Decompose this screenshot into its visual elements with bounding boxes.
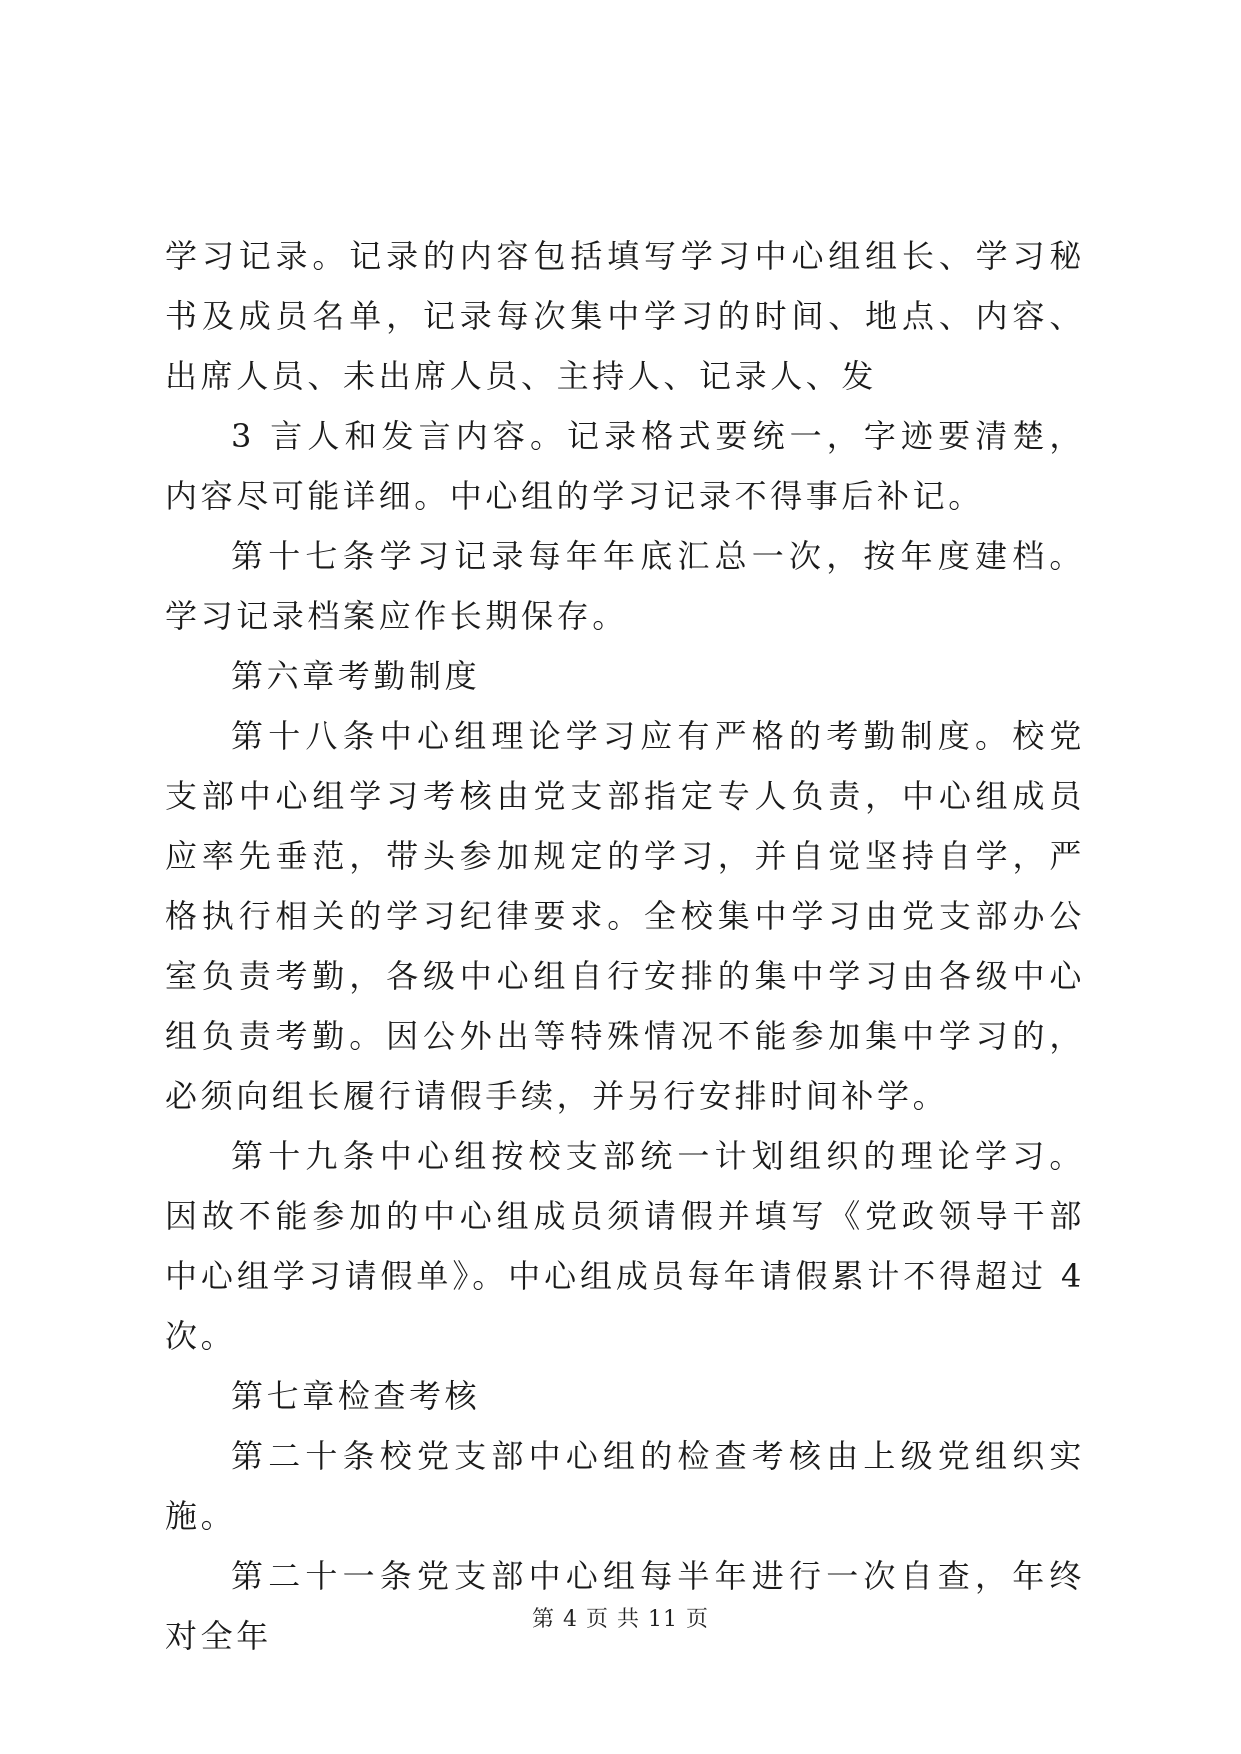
page-number-footer: 第 4 页 共 11 页: [532, 1607, 709, 1632]
paragraph-3: 第十七条学习记录每年年底汇总一次，按年度建档。学习记录档案应作长期保存。: [165, 537, 1085, 635]
paragraph-2: 3 言人和发言内容。记录格式要统一，字迹要清楚，内容尽可能详细。中心组的学习记录不得事后补记。: [165, 417, 1085, 515]
paragraph-9: 第二十一条党支部中心组每半年进行一次自查，年终对全年: [165, 1557, 1085, 1655]
paragraph-5: 第十八条中心组理论学习应有严格的考勤制度。校党支部中心组学习考核由党支部指定专人负责，中心组成员应率先垂范，带头参加规定的学习，并自觉坚持自学，严格执行相关的学习纪律要求。全校集中学习由党支部办公室负责考勤，各级中心组自行安排的集中学习由各级中心组负责考勤。因公外出等特殊情况不能参加集中学习的，必须向组长履行请假手续，并另行安排时间补学。: [165, 717, 1085, 1115]
document-body: [165, 226, 1085, 1666]
chapter-heading-6: 第六章考勤制度: [231, 657, 481, 695]
paragraph-8: 第二十条校党支部中心组的检查考核由上级党组织实施。: [165, 1437, 1085, 1535]
paragraph-6: 第十九条中心组按校支部统一计划组织的理论学习。因故不能参加的中心组成员须请假并填写《党政领导干部中心组学习请假单》。中心组成员每年请假累计不得超过 4 次。: [165, 1137, 1085, 1355]
chapter-heading-7: 第七章检查考核: [231, 1377, 481, 1415]
paragraph-1: 学习记录。记录的内容包括填写学习中心组组长、学习秘书及成员名单，记录每次集中学习的时间、地点、内容、出席人员、未出席人员、主持人、记录人、发: [165, 237, 1085, 395]
